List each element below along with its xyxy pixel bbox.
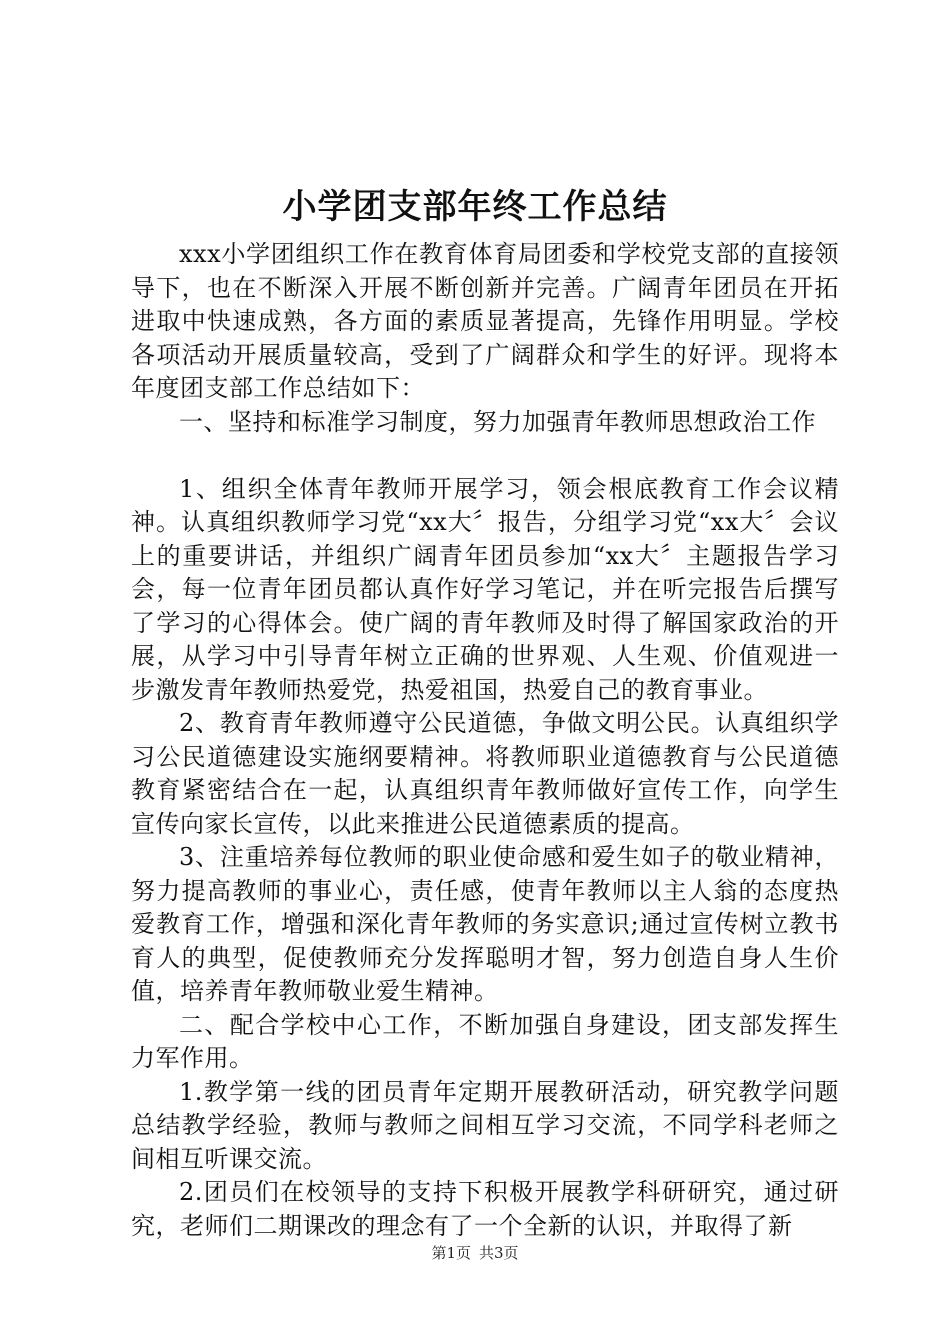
- section-heading-1: 一、坚持和标准学习制度，努力加强青年教师思想政治工作: [179, 407, 816, 436]
- intro-paragraph: xxx小学团组织工作在教育体育局团委和学校党支部的直接领导下，也在不断深入开展不断创新并完善。广阔青年团员在开拓进取中快速成熟，各方面的素质显著提高，先锋作用明显。学校各项活动开展质量较高，受到了广阔群众和学生的好评。现将本年度团支部工作总结如下：: [131, 240, 839, 402]
- page-footer: [0, 1243, 950, 1263]
- document-body: [131, 238, 839, 1243]
- document-title: 小学团支部年终工作总结: [282, 187, 668, 227]
- body-paragraph: 2.团员们在校领导的支持下积极开展教学科研研究，通过研究，老师们二期课改的理念有了一个全新的认识，并取得了新: [131, 1178, 839, 1240]
- body-paragraph: 1.教学第一线的团员青年定期开展教研活动，研究教学问题总结教学经验，教师与教师之间相互学习交流，不同学科老师之间相互听课交流。: [131, 1077, 839, 1173]
- body-paragraph: 2、教育青年教师遵守公民道德，争做文明公民。认真组织学习公民道德建设实施纲要精神。将教师职业道德教育与公民道德教育紧密结合在一起，认真组织青年教师做好宣传工作，向学生宣传向家长宣传，以此来推进公民道德素质的提高。: [131, 709, 839, 838]
- page-total: 共3页: [479, 1244, 519, 1262]
- page-number: 第1页: [431, 1244, 471, 1262]
- body-paragraph: 1、组织全体青年教师开展学习，领会根底教育工作会议精神。认真组织教师学习党“xx大〞报告，分组学习党“xx大〞会议上的重要讲话，并组织广阔青年团员参加“xx大〞主题报告学习会，每一位青年团员都认真作好学习笔记，并在听完报告后撰写了学习的心得体会。使广阔的青年教师及时得了解国家政治的开展，从学习中引导青年树立正确的世界观、人生观、价值观进一步激发青年教师热爱党，热爱祖国，热爱自己的教育事业。: [131, 474, 839, 704]
- section-heading-2: 二、配合学校中心工作，不断加强自身建设，团支部发挥生力军作用。: [131, 1010, 839, 1072]
- body-paragraph: 3、注重培养每位教师的职业使命感和爱生如子的敬业精神，努力提高教师的事业心，责任感，使青年教师以主人翁的态度热爱教育工作，增强和深化青年教师的务实意识;通过宣传树立教书育人的典型，促使教师充分发挥聪明才智，努力创造自身人生价值，培养青年教师敬业爱生精神。: [131, 843, 839, 1005]
